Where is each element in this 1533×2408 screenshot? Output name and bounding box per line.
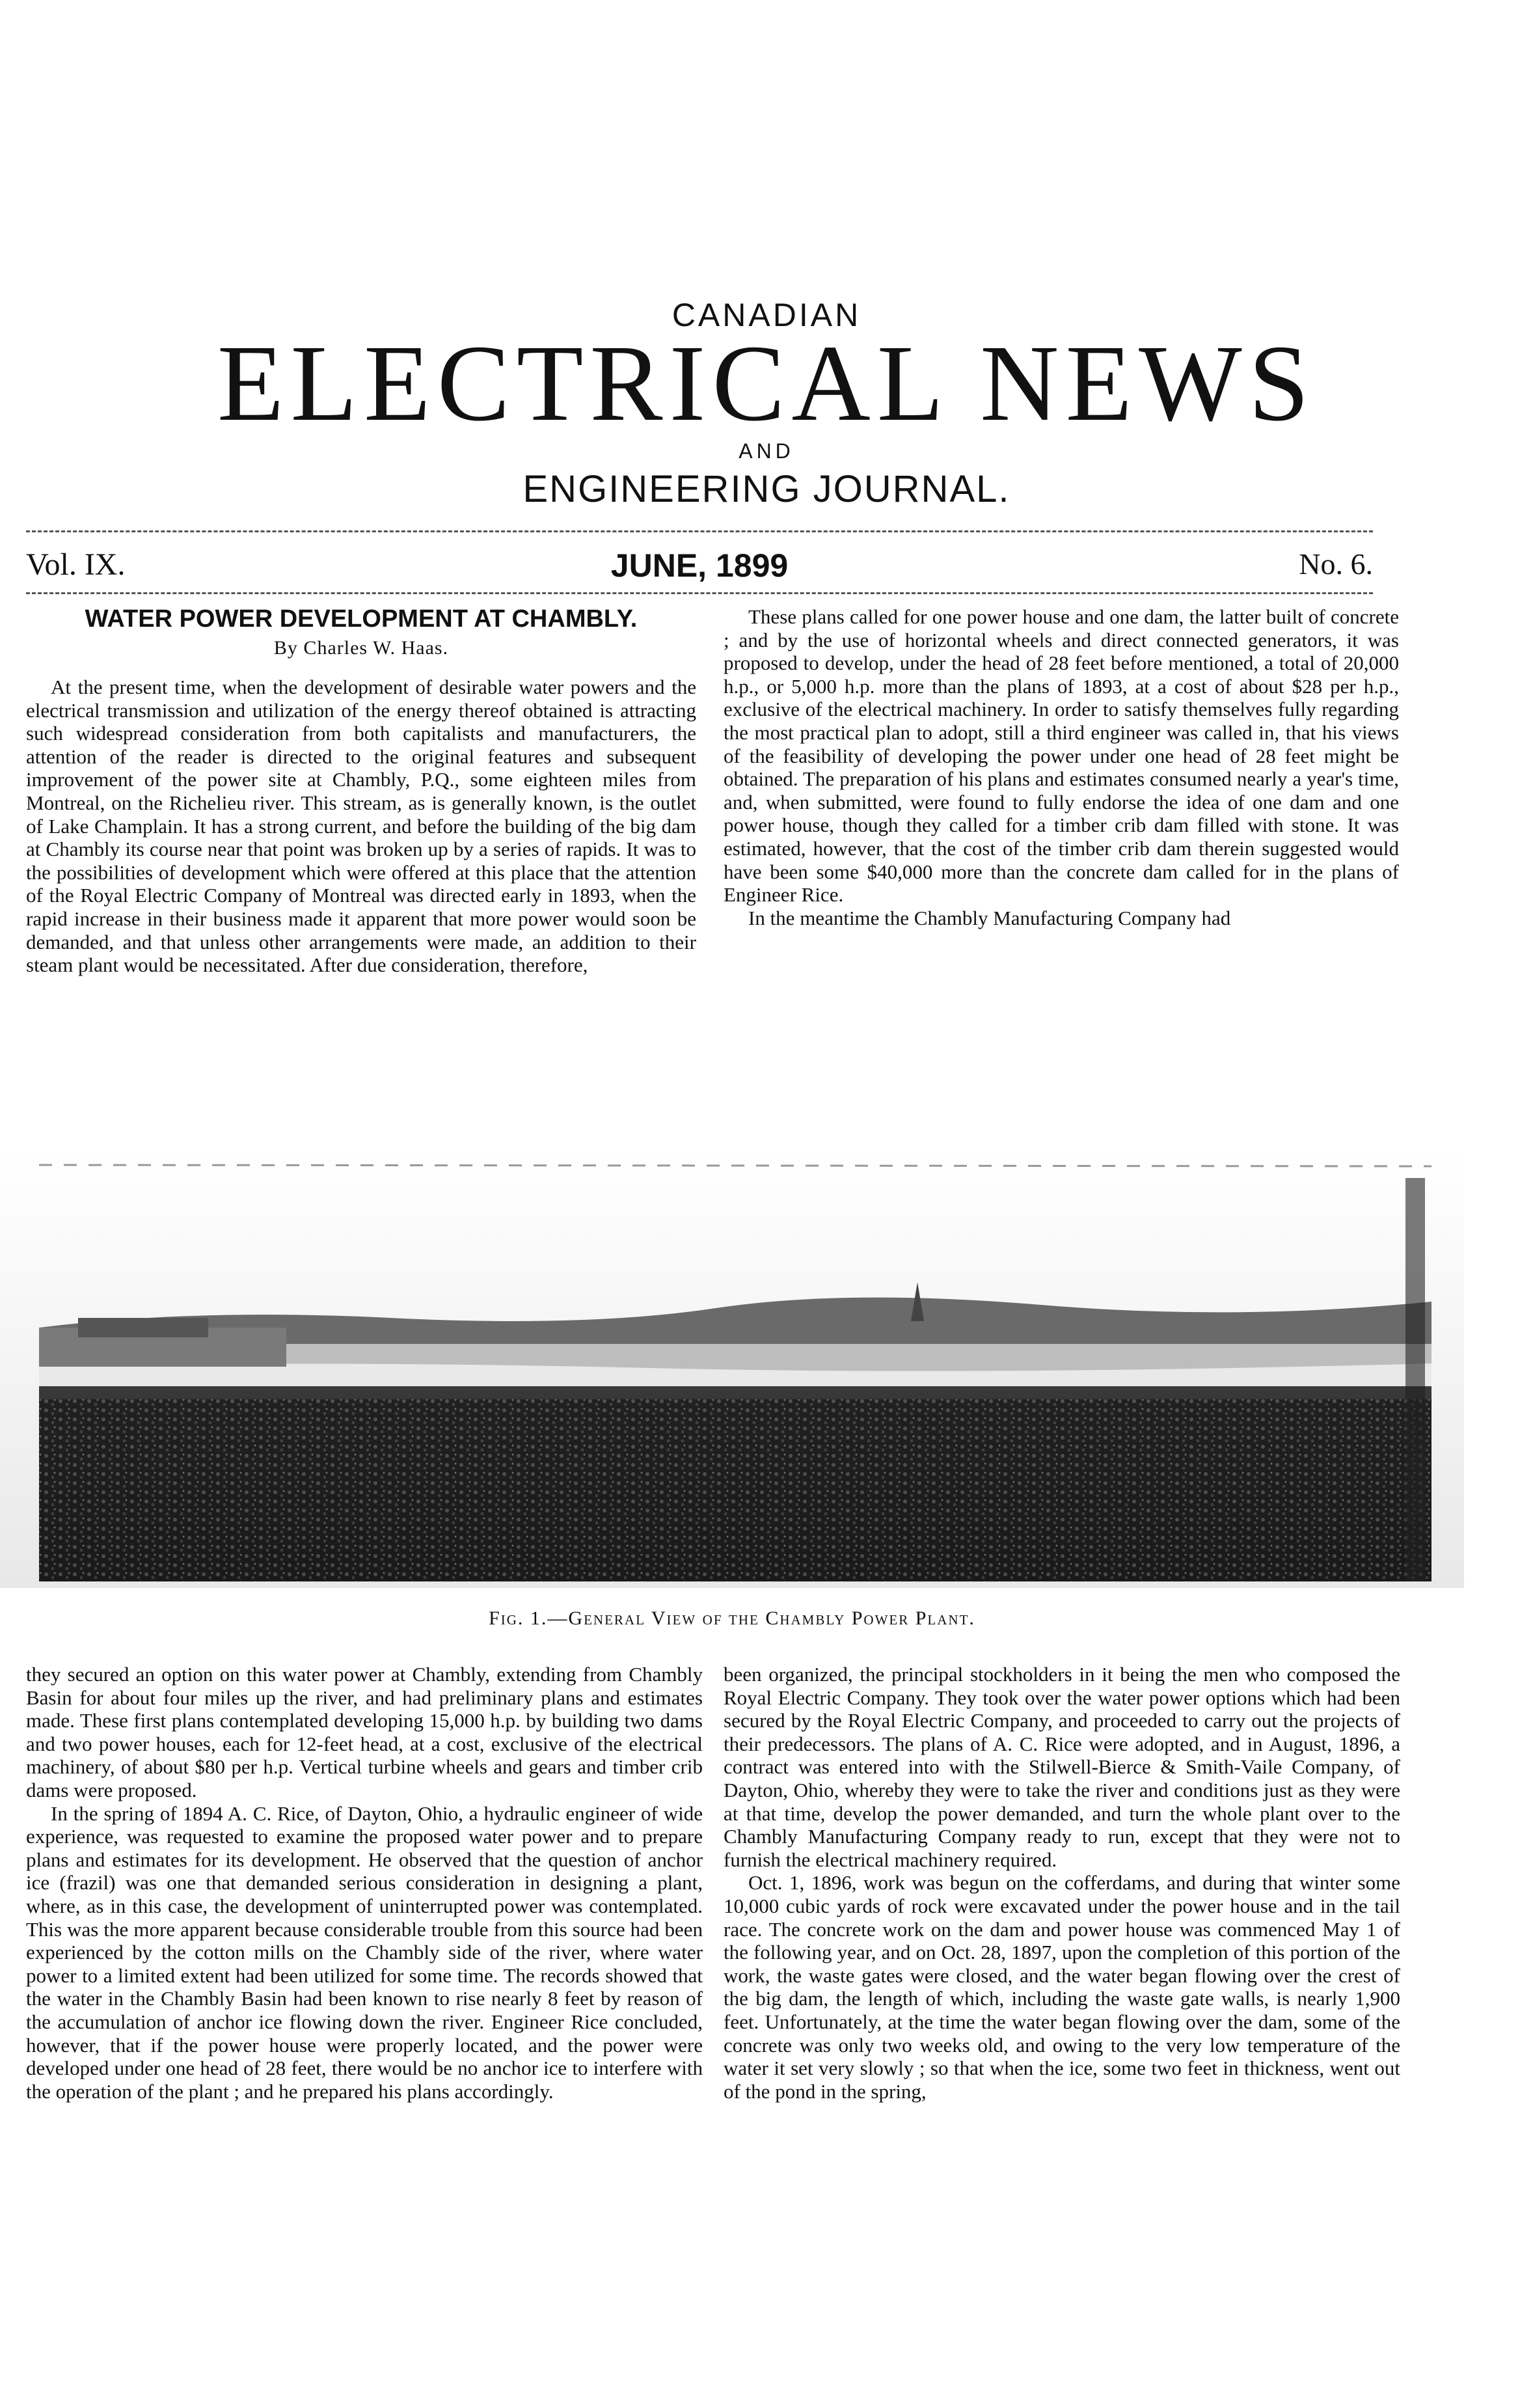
masthead-title: ELECTRICAL NEWS bbox=[217, 323, 1316, 444]
issue-line bbox=[26, 547, 1373, 586]
chambly-photo-image bbox=[0, 1152, 1464, 1588]
issue-number: No. 6. bbox=[1299, 547, 1373, 581]
paragraph: These plans called for one power house and one dam, the latter built of concrete ; and by the use of horizontal wheels and direct connected generators, it was proposed to develop, under the head of 28 feet before mentioned, a total of 20,000 h.p., or 5,000 h.p. more than the plans of 1893, at a cost of about $28 per h.p., exclusive of the electrical machinery. In order to satisfy themselves fully regarding the most practical plan to adopt, still a third engineer was called in, that his views of the feasibility of developing the power under one head of 28 feet might be obtained. The preparation of his plans and estimates consumed nearly a year's time, and, when submitted, were found to fully endorse the idea of one dam and one power house, though they called for a timber crib dam filled with stone. It was estimated, however, that the cost of the timber crib dam therein suggested would have been some $40,000 more than the concrete dam called for in the plans of Engineer Rice. bbox=[724, 605, 1399, 907]
masthead-canadian: CANADIAN bbox=[672, 297, 861, 333]
article-headline: WATER POWER DEVELOPMENT AT CHAMBLY. bbox=[85, 605, 638, 633]
paragraph: In the spring of 1894 A. C. Rice, of Dayton, Ohio, a hydraulic engineer of wide experience, was requested to examine the proposed water power and to prepare plans and estimates for its development. He observed that the question of anchor ice (frazil) was one that demanded serious consideration in designing a plant, where, as in this case, the development of uninterrupted power was contemplated. This was the more apparent because considerable trouble from this source had been experienced by the cotton mills on the Chambly side of the river, where water power to a limited extent had been utilized for some time. The records showed that the water in the Chambly Basin had been known to rise nearly 8 feet by reason of the accumulation of anchor ice flowing down the river. Engineer Rice concluded, however, that if the power house were properly located, and the power were developed under one head of 28 feet, there would be no anchor ice to interfere with the operation of the plant ; and he prepared his plans accordingly. bbox=[26, 1801, 703, 2103]
paragraph: Oct. 1, 1896, work was begun on the cofferdams, and during that winter some 10,000 cubic yards of rock were excavated under the power house and in the tail race. The concrete work on the dam and power house was commenced May 1 of the following year, and on Oct. 28, 1897, upon the completion of this portion of the work, the waste gates were closed, and the water began flowing over the crest of the big dam, the length of which, including the waste gate walls, is nearly 1,900 feet. Unfortunately, at the time the water began flowing over the dam, some of the concrete was only two weeks old, and owing to the very low temperature of the water it set very slowly ; so that when the ice, some two feet in thickness, went out of the pond in the spring, bbox=[724, 1871, 1400, 2103]
volume-label: Vol. IX. bbox=[26, 547, 126, 582]
figure-photo bbox=[0, 1152, 1464, 1588]
column-4 bbox=[724, 1663, 1400, 2103]
issue-rule bbox=[26, 592, 1373, 594]
paragraph: been organized, the principal stockholders in it being the men who composed the Royal Electric Company. They took over the water power options which had been secured by the Royal Electric Company, and proceeded to carry out the projects of their predecessors. The plans of A. C. Rice were adopted, and in August, 1896, a contract was entered into with the Stilwell-Bierce & Smith-Vaile Company, of Dayton, Ohio, whereby they were to take the river and conditions just as they were at that time, develop the power demanded, and turn the whole plant over to the Chambly Manufacturing Company ready to run, except that they were not to furnish the electrical machinery required. bbox=[724, 1663, 1400, 1871]
paragraph: they secured an option on this water power at Chambly, extending from Chambly Basin for about four miles up the river, and had preliminary plans and estimates made. These first plans contemplated developing 15,000 h.p. by building two dams and two power houses, each for 12-feet head, at a cost, exclusive of the electrical machinery, of about $80 per h.p. Vertical turbine wheels and gears and timber crib dams were proposed. bbox=[26, 1663, 703, 1801]
column-2 bbox=[724, 605, 1399, 929]
column-3 bbox=[26, 1663, 703, 2103]
masthead-journal: ENGINEERING JOURNAL. bbox=[522, 468, 1011, 510]
article-byline: By Charles W. Haas. bbox=[273, 637, 449, 659]
article-header bbox=[26, 605, 696, 659]
column-1 bbox=[26, 676, 696, 977]
paragraph: At the present time, when the development of desirable water powers and the electrical transmission and utilization of the energy thereof obtained is attracting such widespread consideration from both capitalists and manufacturers, the attention of the reader is directed to the original features and subsequent improvement of the power site at Chambly, P.Q., some eighteen miles from Montreal, on the Richelieu river. This stream, as is generally known, is the outlet of Lake Champlain. It has a strong current, and before the building of the big dam at Chambly its course near that point was broken up by a series of rapids. It was to the possibilities of development which were offered at this place that the attention of the Royal Electric Company of Montreal was directed early in 1893, when the rapid increase in their business made it apparent that more power would soon be demanded, and that unless other arrangements were made, an addition to their steam plant would be necessitated. After due consideration, therefore, bbox=[26, 676, 696, 977]
issue-date: JUNE, 1899 bbox=[610, 547, 789, 584]
paragraph: In the meantime the Chambly Manufacturing Company had bbox=[748, 906, 1231, 929]
masthead-and: AND bbox=[739, 439, 794, 463]
figure-caption: Fig. 1.—General View of the Chambly Power Plant. bbox=[489, 1608, 975, 1629]
top-rule bbox=[26, 530, 1373, 532]
